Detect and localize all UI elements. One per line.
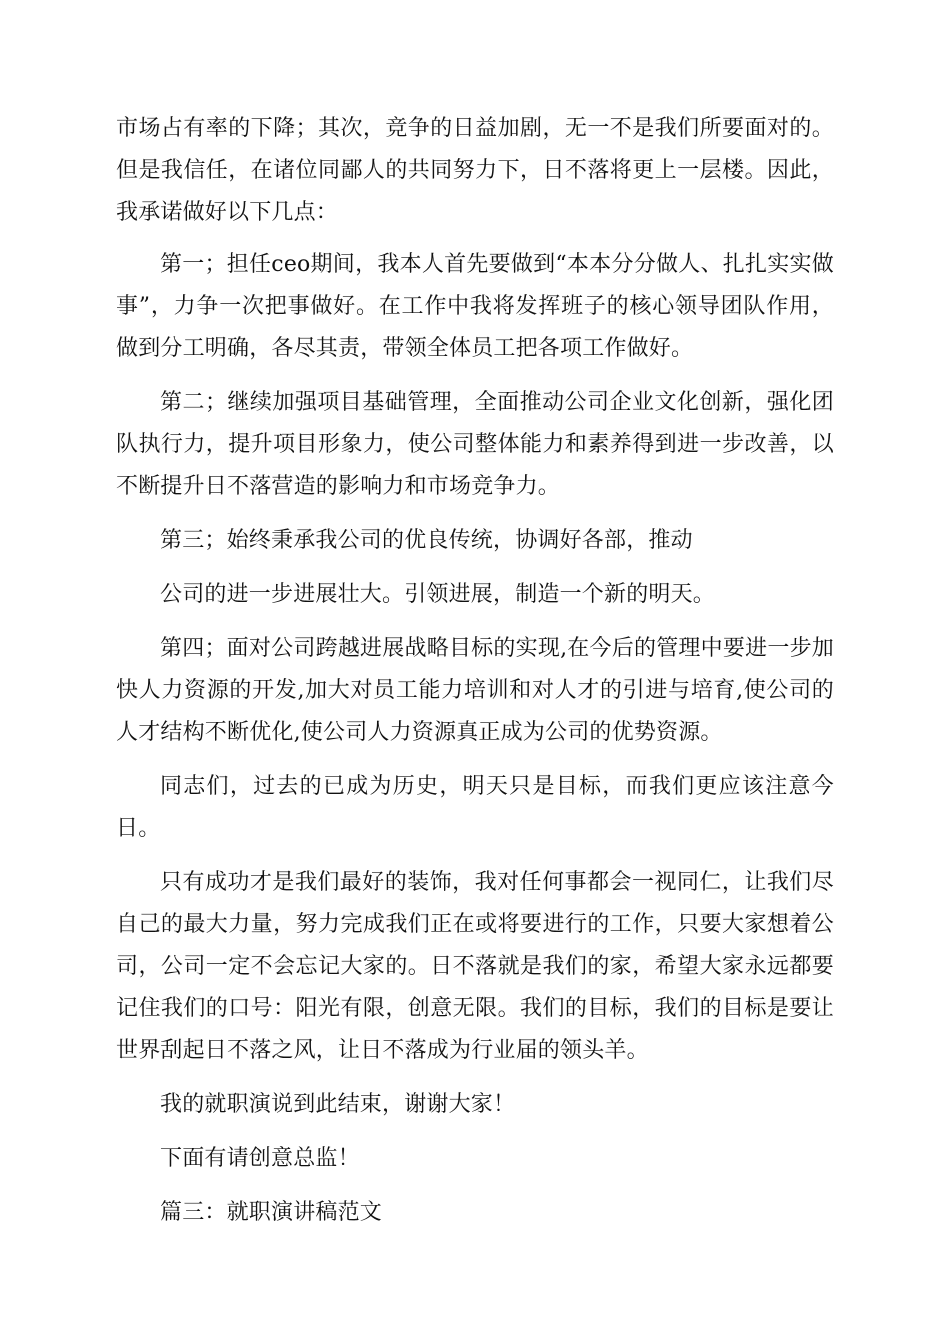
paragraph-closing: 我的就职演说到此结束，谢谢大家！ bbox=[160, 1092, 516, 1117]
paragraph-next-speaker: 下面有请创意总监！ bbox=[160, 1146, 360, 1171]
document-body bbox=[116, 108, 834, 1234]
paragraph-comrades: 同志们，过去的已成为历史，明天只是目标，而我们更应该注意今日。 bbox=[116, 774, 834, 841]
paragraph-point-four: 第四；面对公司跨越进展战略目标的实现,在今后的管理中要进一步加快人力资源的开发,加大对员工能力培训和对人才的引进与培育,使公司的人才结构不断优化,使公司人力资源真正成为公司的优势资源。 bbox=[116, 636, 834, 745]
paragraph-market-share: 市场占有率的下降；其次，竞争的日益加剧，无一不是我们所要面对的。但是我信任，在诸位同鄙人的共同努力下，日不落将更上一层楼。因此，我承诺做好以下几点： bbox=[116, 116, 834, 225]
paragraph-point-one: 第一；担任ceo期间，我本人首先要做到“本本分分做人、扎扎实实做事”，力争一次把事做好。在工作中我将发挥班子的核心领导团队作用，做到分工明确，各尽其责，带领全体员工把各项工作做好。 bbox=[116, 252, 834, 361]
paragraph-point-three-continued: 公司的进一步进展壮大。引领进展，制造一个新的明天。 bbox=[160, 582, 716, 607]
paragraph-section-heading: 篇三：就职演讲稿范文 bbox=[160, 1200, 383, 1225]
paragraph-point-three: 第三；始终秉承我公司的优良传统，协调好各部，推动 bbox=[160, 528, 693, 553]
paragraph-point-two: 第二；继续加强项目基础管理，全面推动公司企业文化创新，强化团队执行力，提升项目形象力，使公司整体能力和素养得到进一步改善，以不断提升日不落营造的影响力和市场竞争力。 bbox=[116, 390, 834, 499]
paragraph-success: 只有成功才是我们最好的装饰，我对任何事都会一视同仁，让我们尽自己的最大力量，努力完成我们正在或将要进行的工作，只要大家想着公司，公司一定不会忘记大家的。日不落就是我们的家，希望大家永远都要记住我们的口号：阳光有限，创意无限。我们的目标，我们的目标是要让世界刮起日不落之风，让日不落成为行业届的领头羊。 bbox=[116, 870, 834, 1063]
